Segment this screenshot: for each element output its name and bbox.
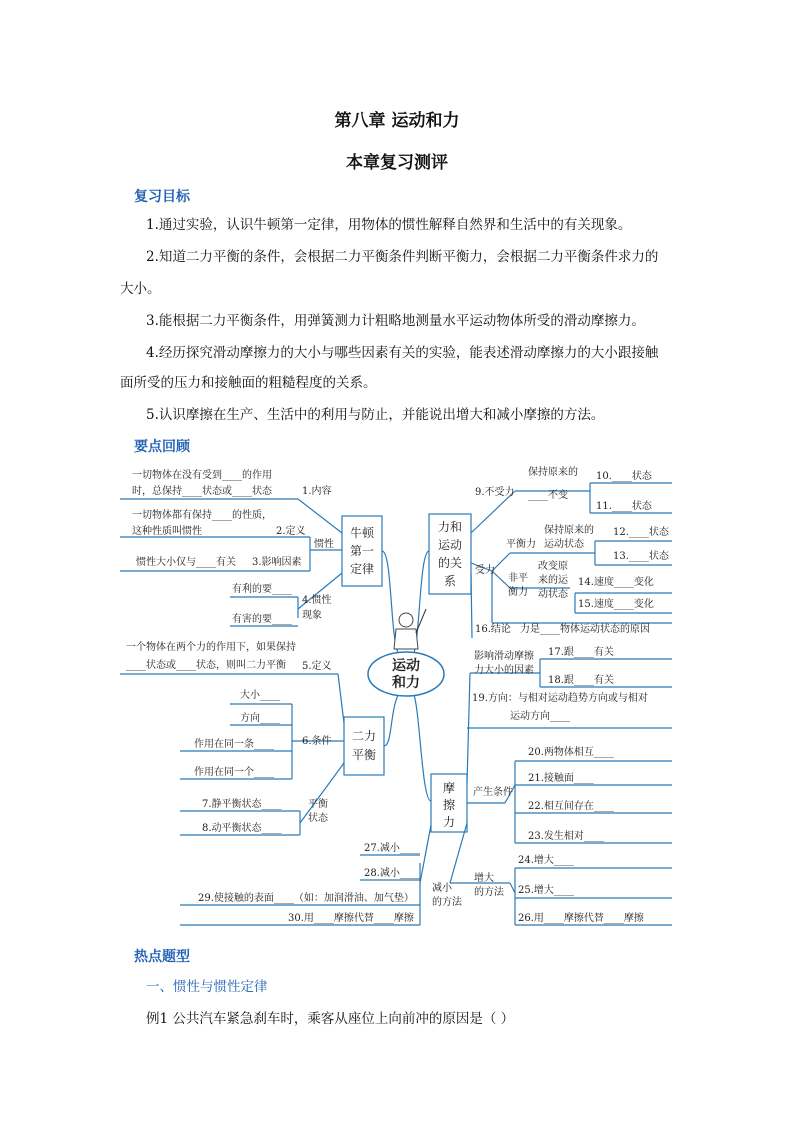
review-heading: 要点回顾 xyxy=(134,439,190,455)
teacher-illustration-icon xyxy=(394,609,426,649)
increase-label: 增大 xyxy=(474,873,494,884)
keep-state-text: 保持原来的 xyxy=(528,467,578,478)
goal-item: 大小。 xyxy=(120,281,161,297)
concept-mind-map xyxy=(120,463,672,931)
increase-item: 26.用____摩擦代替____摩擦 xyxy=(518,913,644,924)
balance-def-label: 5.定义 xyxy=(302,661,332,672)
friction-conditions-label: 产生条件 xyxy=(473,787,513,798)
result-10: 10.____状态 xyxy=(596,471,652,482)
newton-node-label: 第一 xyxy=(349,544,375,558)
increase-label: 的方法 xyxy=(474,887,504,898)
goals-heading: 复习目标 xyxy=(134,189,190,205)
decrease-label: 的方法 xyxy=(432,897,462,908)
conclusion-text: 力是____物体运动状态的原因 xyxy=(520,624,650,635)
inertia-def-text: 这种性质叫惯性 xyxy=(132,526,202,537)
decrease-item: 28.减小____ xyxy=(364,868,420,879)
goal-item: 面所受的压力和接触面的粗糙程度的关系。 xyxy=(120,375,377,391)
friction-factors-text: 影响滑动摩擦 xyxy=(474,651,534,662)
center-label-line1: 运动 xyxy=(392,658,420,674)
inertia-def-label: 2.定义 xyxy=(276,526,306,537)
hot-topics-heading: 热点题型 xyxy=(134,949,190,965)
state-item: 7.静平衡状态____ xyxy=(202,799,282,810)
state-item: 8.动平衡状态____ xyxy=(202,823,282,834)
change-motion-text: 动状态 xyxy=(538,589,568,600)
friction-node-label: 摩 xyxy=(442,781,456,795)
inertia-label: 惯性 xyxy=(314,539,334,550)
phenomenon-label: 现象 xyxy=(302,610,322,621)
result-12: 12.____状态 xyxy=(613,527,669,538)
condition-item: 大小____ xyxy=(240,690,280,701)
balance-node-box xyxy=(344,717,384,775)
goal-item: 2.知道二力平衡的条件，会根据二力平衡条件判断平衡力，会根据二力平衡条件求力的 xyxy=(146,249,659,265)
inertia-def-text: 一切物体都有保持____的性质， xyxy=(132,510,272,521)
condition-item: 方向____ xyxy=(240,713,280,724)
inertia-factor-text: 惯性大小仅与____有关 xyxy=(136,557,236,568)
relation-node-label: 运动 xyxy=(437,538,463,552)
change-motion-text: 来的运 xyxy=(538,575,568,586)
friction-node-label: 擦 xyxy=(442,798,456,812)
decrease-label: 减小 xyxy=(432,883,452,894)
friction-condition-item: 23.发生相对____ xyxy=(528,831,604,842)
chapter-title: 第八章 运动和力 xyxy=(334,111,460,131)
result-11: 11.____状态 xyxy=(596,501,652,512)
review-title: 本章复习测评 xyxy=(346,153,448,173)
topic-subheading: 一、惯性与惯性定律 xyxy=(146,979,268,995)
condition-item: 作用在同一个____ xyxy=(194,767,274,778)
relation-node-label: 的关 xyxy=(437,556,463,570)
goal-item: 3.能根据二力平衡条件，用弹簧测力计粗略地测量水平运动物体所受的滑动摩擦力。 xyxy=(146,313,645,329)
balance-node-label: 二力 xyxy=(351,729,377,743)
balance-node-label: 平衡 xyxy=(351,748,377,762)
center-label-line2: 和力 xyxy=(392,675,420,691)
result-17: 17.跟____有关 xyxy=(548,647,614,658)
decrease-item: 27.减小____ xyxy=(364,843,420,854)
balanced-label: 平衡力 xyxy=(506,539,536,550)
increase-item: 24.增大____ xyxy=(518,855,574,866)
newton-content-text: 一切物体在没有受到____的作用 xyxy=(132,470,272,481)
result-15: 15.速度____变化 xyxy=(578,599,654,610)
relation-node-label: 力和 xyxy=(437,520,463,534)
newton-node-label: 定律 xyxy=(349,562,375,576)
relation-node-label: 系 xyxy=(443,574,457,588)
balance-def-text: ____状态或____状态，则叫二力平衡 xyxy=(126,660,286,671)
newton-content-label: 1.内容 xyxy=(302,486,332,497)
friction-direction-text: 19.方向：与相对运动趋势方向或与相对 xyxy=(472,693,648,704)
goal-item: 1.通过实验，认识牛顿第一定律，用物体的惯性解释自然界和生活中的有关现象。 xyxy=(146,217,632,233)
decrease-item: 29.使接触的表面____（如：加润滑油、加气垫） xyxy=(198,893,414,904)
unbalanced-label: 衡力 xyxy=(508,587,528,598)
unbalanced-label: 非平 xyxy=(508,573,528,584)
change-motion-text: 改变原 xyxy=(538,561,568,572)
friction-condition-item: 20.两物体相互____ xyxy=(528,747,614,758)
goal-item: 4.经历探究滑动摩擦力的大小与哪些因素有关的实验，能表述滑动摩擦力的大小跟接触 xyxy=(146,345,659,361)
friction-direction-text: 运动方向____ xyxy=(510,711,570,722)
balance-def-text: 一个物体在两个力的作用下，如果保持 xyxy=(126,642,296,653)
useful-text: 有利的要____ xyxy=(232,584,292,595)
result-13: 13.____状态 xyxy=(613,551,669,562)
increase-item: 25.增大____ xyxy=(518,885,574,896)
conclusion-label: 16.结论 xyxy=(475,624,511,635)
friction-node-label: 力 xyxy=(442,815,456,829)
phenomenon-label: 4.惯性 xyxy=(302,595,332,606)
condition-label: 6.条件 xyxy=(302,736,332,747)
state-label: 平衡 xyxy=(308,799,328,810)
state-label: 状态 xyxy=(308,813,328,824)
keep-motion-text: 保持原来的 xyxy=(544,525,594,536)
inertia-factor-label: 3.影响因素 xyxy=(252,557,302,568)
friction-condition-item: 21.接触面____ xyxy=(528,773,594,784)
example-question: 例1 公共汽车紧急刹车时，乘客从座位上向前冲的原因是（ ） xyxy=(146,1011,515,1027)
no-force-label: 9.不受力 xyxy=(475,487,515,498)
condition-item: 作用在同一条____ xyxy=(194,739,274,750)
result-14: 14.速度____变化 xyxy=(578,577,654,588)
friction-factors-text: 力大小的因素 xyxy=(474,665,534,676)
newton-content-text: 时，总保持____状态或____状态 xyxy=(132,486,272,497)
newton-node-label: 牛顿 xyxy=(349,526,375,540)
result-18: 18.跟____有关 xyxy=(548,675,614,686)
keep-motion-text: 运动状态 xyxy=(544,539,584,550)
harmful-text: 有害的要____ xyxy=(232,614,292,625)
unchanged-text: ____不变 xyxy=(528,490,568,501)
force-label: 受力 xyxy=(475,565,495,576)
decrease-item: 30.用____摩擦代替____摩擦 xyxy=(288,913,414,924)
goal-item: 5.认识摩擦在生产、生活中的利用与防止，并能说出增大和减小摩擦的方法。 xyxy=(146,407,605,423)
friction-condition-item: 22.相互间存在____ xyxy=(528,801,614,812)
